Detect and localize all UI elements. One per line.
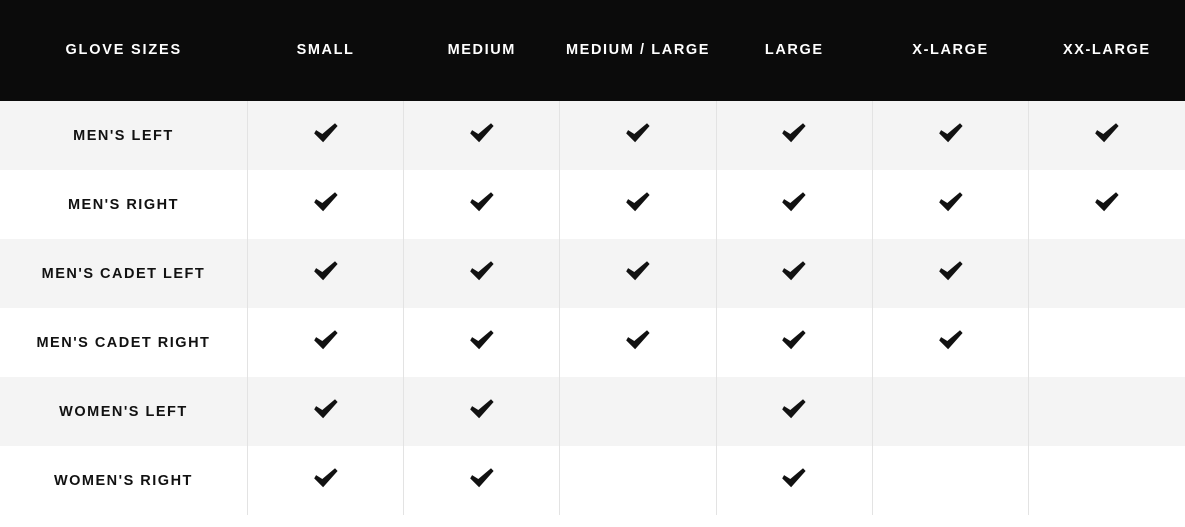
cell-unavailable bbox=[1029, 377, 1185, 446]
table-row bbox=[0, 101, 1185, 170]
check-icon bbox=[467, 325, 497, 355]
column-header-xx-large: XX-LARGE bbox=[1029, 0, 1185, 101]
check-icon bbox=[779, 187, 809, 217]
cell-available bbox=[872, 239, 1028, 308]
table-row bbox=[0, 446, 1185, 515]
cell-available bbox=[404, 239, 560, 308]
cell-unavailable bbox=[1029, 446, 1185, 515]
cell-available bbox=[1029, 101, 1185, 170]
cell-available bbox=[404, 446, 560, 515]
column-header-medium: MEDIUM bbox=[404, 0, 560, 101]
cell-available bbox=[247, 308, 403, 377]
check-icon bbox=[623, 187, 653, 217]
table-row bbox=[0, 308, 1185, 377]
cell-available bbox=[716, 377, 872, 446]
cell-available bbox=[404, 308, 560, 377]
check-icon bbox=[779, 394, 809, 424]
check-icon bbox=[936, 256, 966, 286]
row-label: WOMEN'S RIGHT bbox=[0, 446, 247, 515]
cell-available bbox=[716, 170, 872, 239]
cell-available bbox=[247, 377, 403, 446]
cell-available bbox=[716, 446, 872, 515]
cell-available bbox=[404, 377, 560, 446]
cell-available bbox=[247, 170, 403, 239]
check-icon bbox=[311, 118, 341, 148]
cell-available bbox=[404, 101, 560, 170]
row-label: MEN'S RIGHT bbox=[0, 170, 247, 239]
check-icon bbox=[467, 256, 497, 286]
column-header-x-large: X-LARGE bbox=[872, 0, 1028, 101]
cell-unavailable bbox=[872, 377, 1028, 446]
cell-available bbox=[560, 239, 716, 308]
check-icon bbox=[311, 325, 341, 355]
cell-available bbox=[872, 101, 1028, 170]
column-header-small: SMALL bbox=[247, 0, 403, 101]
check-icon bbox=[936, 187, 966, 217]
cell-available bbox=[872, 308, 1028, 377]
check-icon bbox=[467, 463, 497, 493]
check-icon bbox=[467, 187, 497, 217]
cell-available bbox=[716, 308, 872, 377]
column-header-glove-sizes: GLOVE SIZES bbox=[0, 0, 247, 101]
check-icon bbox=[1092, 118, 1122, 148]
column-header-medium-large: MEDIUM / LARGE bbox=[560, 0, 716, 101]
check-icon bbox=[779, 118, 809, 148]
cell-available bbox=[247, 239, 403, 308]
cell-available bbox=[247, 446, 403, 515]
cell-unavailable bbox=[872, 446, 1028, 515]
check-icon bbox=[467, 394, 497, 424]
row-label: MEN'S LEFT bbox=[0, 101, 247, 170]
cell-available bbox=[560, 101, 716, 170]
cell-available bbox=[404, 170, 560, 239]
table-header bbox=[0, 0, 1185, 101]
cell-available bbox=[560, 308, 716, 377]
check-icon bbox=[936, 118, 966, 148]
check-icon bbox=[311, 187, 341, 217]
cell-unavailable bbox=[1029, 308, 1185, 377]
check-icon bbox=[623, 256, 653, 286]
table-row bbox=[0, 377, 1185, 446]
check-icon bbox=[936, 325, 966, 355]
check-icon bbox=[311, 394, 341, 424]
row-label: WOMEN'S LEFT bbox=[0, 377, 247, 446]
check-icon bbox=[623, 118, 653, 148]
cell-available bbox=[1029, 170, 1185, 239]
cell-available bbox=[872, 170, 1028, 239]
header-row bbox=[0, 0, 1185, 101]
check-icon bbox=[779, 463, 809, 493]
cell-available bbox=[716, 101, 872, 170]
check-icon bbox=[779, 325, 809, 355]
check-icon bbox=[779, 256, 809, 286]
check-icon bbox=[467, 118, 497, 148]
table-row bbox=[0, 170, 1185, 239]
table-body bbox=[0, 101, 1185, 515]
cell-available bbox=[247, 101, 403, 170]
row-label: MEN'S CADET RIGHT bbox=[0, 308, 247, 377]
cell-unavailable bbox=[1029, 239, 1185, 308]
cell-unavailable bbox=[560, 377, 716, 446]
check-icon bbox=[623, 325, 653, 355]
row-label: MEN'S CADET LEFT bbox=[0, 239, 247, 308]
column-header-large: LARGE bbox=[716, 0, 872, 101]
check-icon bbox=[311, 256, 341, 286]
check-icon bbox=[311, 463, 341, 493]
table-row bbox=[0, 239, 1185, 308]
cell-unavailable bbox=[560, 446, 716, 515]
check-icon bbox=[1092, 187, 1122, 217]
cell-available bbox=[560, 170, 716, 239]
cell-available bbox=[716, 239, 872, 308]
